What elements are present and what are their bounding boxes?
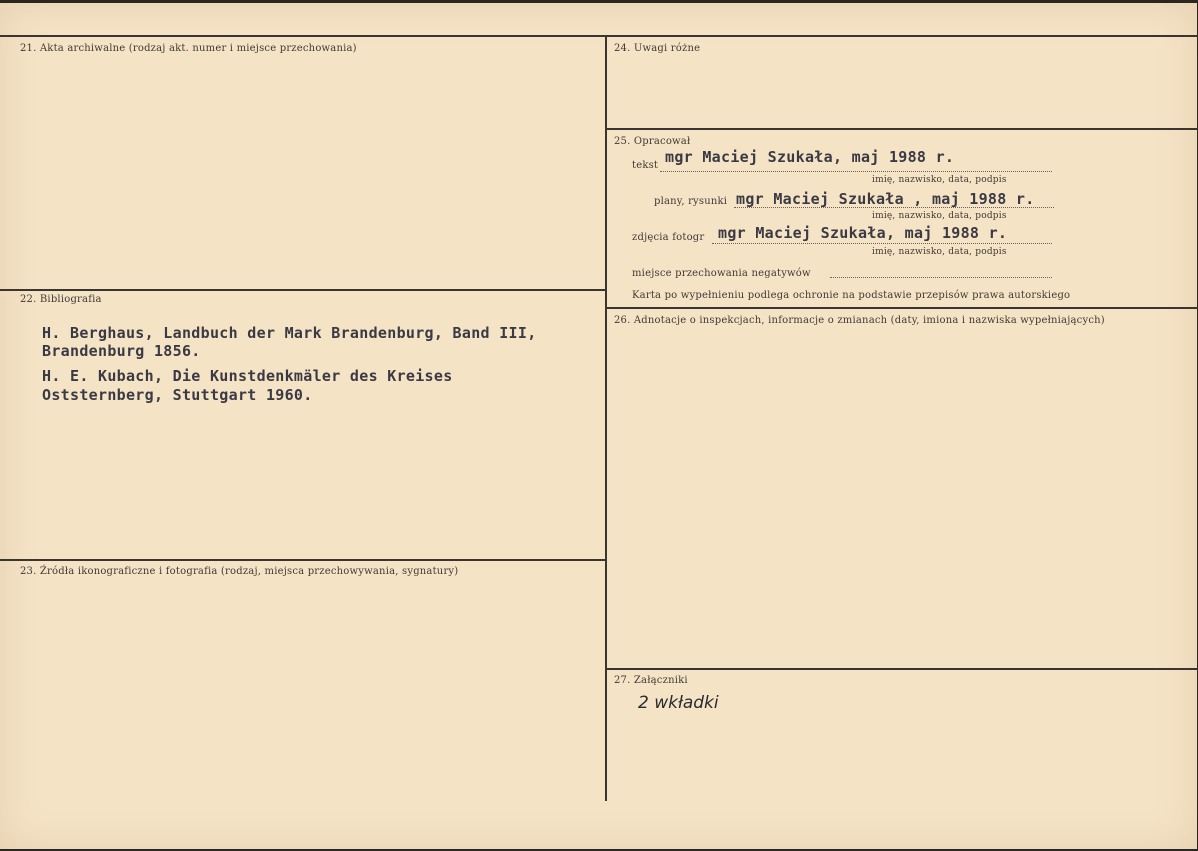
divider-26-27 — [606, 668, 1197, 670]
section-26-label: 26. Adnotacje o inspekcjach, informacje o zmianach (daty, imiona i nazwiska wypełniających) — [614, 315, 1105, 326]
divider-21-22 — [0, 289, 605, 291]
plany-sublabel: imię, nazwisko, data, podpis — [872, 211, 1007, 221]
plany-label: plany, rysunki — [654, 196, 728, 207]
zdjecia-label: zdjęcia fotogr — [632, 232, 705, 243]
negatywy-dotted-line — [830, 277, 1052, 278]
bibliography-line-1: H. Berghaus, Landbuch der Mark Brandenburg, Band III, — [42, 324, 537, 342]
negatywy-label: miejsce przechowania negatywów — [632, 268, 811, 279]
zdjecia-dotted-line — [712, 243, 1052, 244]
divider-25-26 — [606, 307, 1197, 309]
bibliography-line-3: H. E. Kubach, Die Kunstdenkmäler des Kreises — [42, 367, 453, 385]
zdjecia-value: mgr Maciej Szukała, maj 1988 r. — [718, 224, 1008, 242]
copyright-notice: Karta po wypełnieniu podlega ochronie na podstawie przepisów prawa autorskiego — [632, 290, 1071, 301]
section-24-label: 24. Uwagi różne — [614, 43, 701, 54]
tekst-dotted-line — [660, 171, 1052, 172]
zdjecia-sublabel: imię, nazwisko, data, podpis — [872, 247, 1007, 257]
bibliography-line-2: Brandenburg 1856. — [42, 342, 201, 360]
section-22-label: 22. Bibliografia — [20, 294, 102, 305]
divider-22-23 — [0, 559, 605, 561]
section-27-label: 27. Załączniki — [614, 675, 688, 686]
plany-value: mgr Maciej Szukała , maj 1988 r. — [736, 190, 1035, 208]
section-23-label: 23. Źródła ikonograficzne i fotografia (rodzaj, miejsca przechowywania, sygnatury) — [20, 566, 459, 577]
attachments-handwritten: 2 wkładki — [638, 693, 719, 713]
section-21-label: 21. Akta archiwalne (rodzaj akt. numer i miejsce przechowania) — [20, 43, 357, 54]
section-25-label: 25. Opracował — [614, 136, 691, 147]
record-card — [0, 3, 1197, 849]
tekst-sublabel: imię, nazwisko, data, podpis — [872, 175, 1007, 185]
tekst-value: mgr Maciej Szukała, maj 1988 r. — [665, 148, 955, 166]
bibliography-line-4: Oststernberg, Stuttgart 1960. — [42, 386, 313, 404]
divider-24-25 — [606, 128, 1197, 130]
center-divider — [605, 36, 607, 801]
tekst-label: tekst — [632, 160, 659, 171]
top-border — [0, 35, 1197, 37]
